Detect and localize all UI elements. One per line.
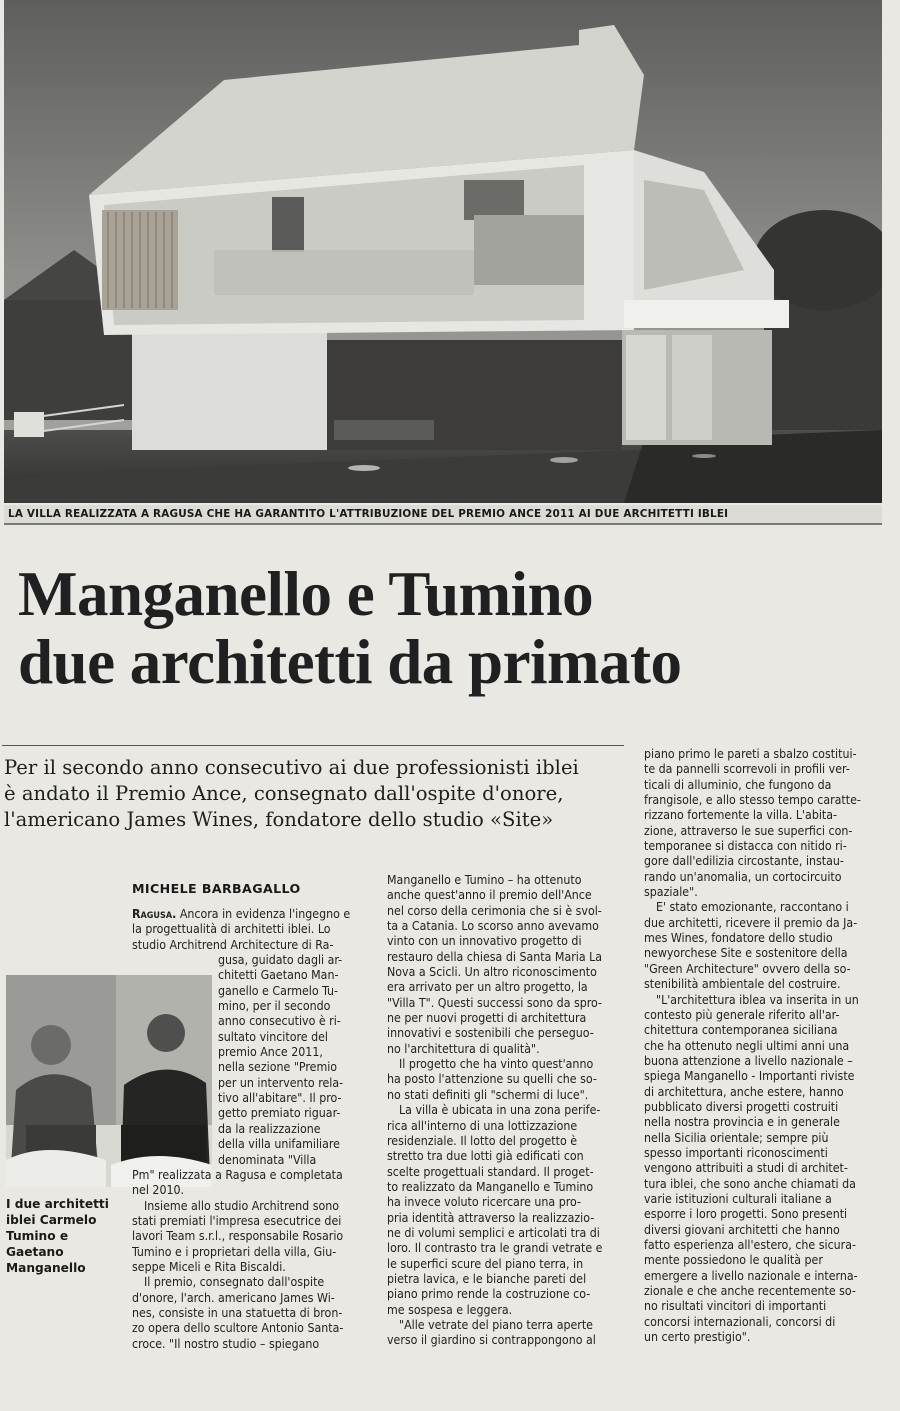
article-line: "Green Architecture" ovvero della so- — [644, 961, 851, 976]
article-line: temporanee si distacca con nitido ri- — [644, 839, 847, 854]
article-line: no stati definiti gli "schermi di luce". — [387, 1087, 589, 1102]
subtitle-line-3: l'americano James Wines, fondatore dello studio «Site» — [4, 808, 554, 831]
article-line: seppe Miceli e Rita Biscaldi. — [132, 1259, 286, 1274]
headline-line-1: Manganello e Tumino — [18, 559, 594, 629]
article-line: sultato vincitore del — [218, 1029, 328, 1044]
article-line: premio Ance 2011, — [218, 1045, 323, 1060]
article-line: per un intervento rela- — [218, 1075, 344, 1090]
article-line: chitetti Gaetano Man- — [218, 968, 339, 983]
article-line: "L'architettura iblea va inserita in un — [656, 992, 859, 1007]
article-line: da la realizzazione — [218, 1121, 321, 1136]
portrait-caption-line: I due architetti — [6, 1197, 109, 1211]
article-line: Il progetto che ha vinto quest'anno — [399, 1057, 594, 1072]
article-line-text: Ancora in evidenza l'ingegno e — [176, 907, 351, 921]
article-line: anche quest'anno il premio dell'Ance — [387, 888, 592, 903]
portrait-caption — [6, 1196, 126, 1276]
subtitle-line-1: Per il secondo anno consecutivo ai due professionisti iblei — [4, 756, 579, 779]
article-line: nes, consiste in una statuetta di bron- — [132, 1305, 343, 1320]
article-line: pubblicato diversi progetti costruiti — [644, 1099, 839, 1114]
article-line: zionale e che anche recentemente so- — [644, 1284, 856, 1299]
article-line: ta a Catania. Lo scorso anno avevamo — [387, 919, 599, 934]
article-line: E' stato emozionante, raccontano i — [656, 900, 849, 915]
article-line: le superfici scure del piano terra, in — [387, 1256, 584, 1271]
dateline: Ragusa. — [132, 907, 177, 921]
article-line: nella sezione "Premio — [218, 1060, 338, 1075]
article-line: Il premio, consegnato dall'ospite — [144, 1275, 325, 1290]
article-line: to realizzato da Manganello e Tumino — [387, 1179, 594, 1194]
article-line: di architettura, anche estere, hanno — [644, 1084, 844, 1099]
article-line: spiega Manganello - Importanti riviste — [644, 1069, 855, 1084]
portrait-caption-line: Tumino e — [6, 1229, 69, 1243]
article-line: no l'architettura di qualità". — [387, 1041, 540, 1056]
headline — [18, 560, 888, 696]
article-line: stati premiati l'impresa esecutrice dei — [132, 1213, 342, 1228]
article-line: contesto più generale riferito all'ar- — [644, 1007, 840, 1022]
article-line: stenibilità ambientale del costruire. — [644, 977, 841, 992]
article-line: scelte progettuali standard. Il proget- — [387, 1164, 594, 1179]
article-line: ha invece voluto ricercare una pro- — [387, 1195, 582, 1210]
article-line: zione, attraverso le sue superfici con- — [644, 823, 853, 838]
article-line: stretto tra due lotti già edificati con — [387, 1149, 584, 1164]
article-line: croce. "Il nostro studio – spiegano — [132, 1336, 320, 1351]
article-line: Pm" realizzata a Ragusa e completata — [132, 1167, 343, 1182]
villa-photo — [4, 0, 882, 503]
article-line: tivo all'abitare". Il pro- — [218, 1091, 342, 1106]
article-line: esporre i loro progetti. Sono presenti — [644, 1207, 848, 1222]
article-line: due architetti, ricevere il premio da Ja- — [644, 915, 858, 930]
article-line: piano primo le pareti a sbalzo costitui- — [644, 747, 857, 761]
article-line: ganello e Carmelo Tu- — [218, 983, 339, 998]
article-column-1 — [132, 907, 378, 1352]
article-line: no risultati vincitori di importanti — [644, 1299, 827, 1314]
article-line: rando un'anomalia, un cortocircuito — [644, 869, 842, 884]
article-line: La villa è ubicata in una zona perife- — [399, 1103, 601, 1118]
article-line: nel 2010. — [132, 1183, 185, 1198]
article-line: me sospesa e leggera. — [387, 1302, 513, 1317]
article-line: "Alle vetrate del piano terra aperte — [399, 1317, 593, 1332]
portrait-caption-line: iblei Carmelo — [6, 1213, 97, 1227]
subtitle — [4, 755, 629, 833]
villa-illustration — [4, 0, 882, 503]
article-line: ha posto l'attenzione su quelli che so- — [387, 1072, 597, 1087]
article-line: te da pannelli scorrevoli in profili ver- — [644, 762, 850, 777]
article-line: lavori Team s.r.l., responsabile Rosario — [132, 1229, 344, 1244]
article-column-2 — [387, 873, 633, 1349]
article-line: nel corso della cerimonia che si è svol- — [387, 903, 602, 918]
article-line: un certo prestigio". — [644, 1330, 751, 1345]
article-line: newyorchese Site e sostenitore della — [644, 946, 848, 961]
article-line: ne per nuovi progetti di architettura — [387, 1011, 587, 1026]
article-line: gusa, guidato dagli ar- — [218, 953, 343, 968]
article-line: nella nostra provincia e in generale — [644, 1115, 840, 1130]
article-line: rica all'interno di una lottizzazione — [387, 1118, 578, 1133]
article-line: frangisole, e allo stesso tempo caratte- — [644, 793, 861, 808]
article-line: innovativi e sostenibili che perseguo- — [387, 1026, 594, 1041]
article-line: "Villa T". Questi successi sono da spro- — [387, 995, 603, 1010]
article-line: Nova a Scicli. Un altro riconoscimento — [387, 965, 597, 980]
headline-line-2: due architetti da primato — [18, 627, 682, 697]
article-line: ne di volumi semplici e articolati tra di — [387, 1225, 600, 1240]
article-line: getto premiato riguar- — [218, 1106, 341, 1121]
article-line: la progettualità di architetti iblei. Lo — [132, 922, 331, 937]
article-line: della villa unifamiliare — [218, 1137, 340, 1152]
article-line: diversi giovani architetti che hanno — [644, 1222, 840, 1237]
article-line: chitettura contemporanea siciliana — [644, 1023, 838, 1038]
article-line: anno consecutivo è ri- — [218, 1014, 341, 1029]
article-line — [132, 907, 378, 922]
article-line: studio Architrend Architecture di Ra- — [132, 937, 334, 952]
article-line: emergere a livello nazionale e interna- — [644, 1268, 858, 1283]
article-line: Tumino e i proprietari della villa, Giu- — [132, 1244, 337, 1259]
article-line: piano primo rende la costruzione co- — [387, 1287, 591, 1302]
article-line: residenziale. Il lotto del progetto è — [387, 1133, 578, 1148]
article-line: pietra lavica, e le bianche pareti del — [387, 1271, 587, 1286]
article-line: Insieme allo studio Architrend sono — [144, 1198, 340, 1213]
article-line: era arrivato per un altro progetto, la — [387, 980, 588, 995]
portrait-caption-line: Gaetano — [6, 1245, 64, 1259]
article-line: nella Sicilia orientale; sempre più — [644, 1130, 829, 1145]
byline: MICHELE BARBAGALLO — [132, 881, 301, 896]
article-line: vengono attribuiti a studi di architet- — [644, 1161, 848, 1176]
article-line: loro. Il contrasto tra le grandi vetrate e — [387, 1241, 603, 1256]
photo-caption: LA VILLA REALIZZATA A RAGUSA CHE HA GARANTITO L'ATTRIBUZIONE DEL PREMIO ANCE 2011 AI DUE ARCHITETTI IBLEI — [4, 505, 882, 523]
article-line: mino, per il secondo — [218, 999, 331, 1014]
article-line: fatto esperienza all'estero, che sicura- — [644, 1238, 856, 1252]
article-line: tura iblei, che sono anche chiamati da — [644, 1176, 856, 1191]
caption-rule — [4, 523, 882, 525]
article-column-3 — [644, 747, 884, 1345]
article-line: che ha ottenuto negli ultimi anni una — [644, 1038, 850, 1053]
article-line: concorsi internazionali, concorsi di — [644, 1314, 836, 1329]
article-line: ticali di alluminio, che fungono da — [644, 777, 832, 792]
article-line: varie istituzioni culturali italiane a — [644, 1191, 832, 1206]
subtitle-line-2: è andato il Premio Ance, consegnato dall'ospite d'onore, — [4, 782, 564, 805]
article-line: mente possiedono le qualità per — [644, 1253, 823, 1268]
article-line: buona attenzione a livello nazionale – — [644, 1053, 853, 1068]
article-line: rizzano fortemente la villa. L'abita- — [644, 808, 838, 823]
article-line: gore dall'edilizia circostante, instau- — [644, 854, 844, 869]
article-line: spesso importanti riconoscimenti — [644, 1145, 828, 1160]
article-line: d'onore, l'arch. americano James Wi- — [132, 1290, 335, 1305]
article-line: restauro della chiesa di Santa Maria La — [387, 949, 603, 964]
article-line: verso il giardino si contrappongono al — [387, 1333, 596, 1348]
article-line: mes Wines, fondatore dello studio — [644, 931, 833, 946]
article-line: Manganello e Tumino – ha ottenuto — [387, 873, 582, 887]
article-line: spaziale". — [644, 885, 698, 900]
article-line: vinto con un innovativo progetto di — [387, 934, 582, 949]
article-line: pria identità attraverso la realizzazio- — [387, 1210, 595, 1225]
article-line: zo opera dello scultore Antonio Santa- — [132, 1321, 344, 1336]
subtitle-rule — [2, 745, 624, 746]
portrait-caption-line: Manganello — [6, 1261, 86, 1275]
article-line: denominata "Villa — [218, 1152, 317, 1167]
